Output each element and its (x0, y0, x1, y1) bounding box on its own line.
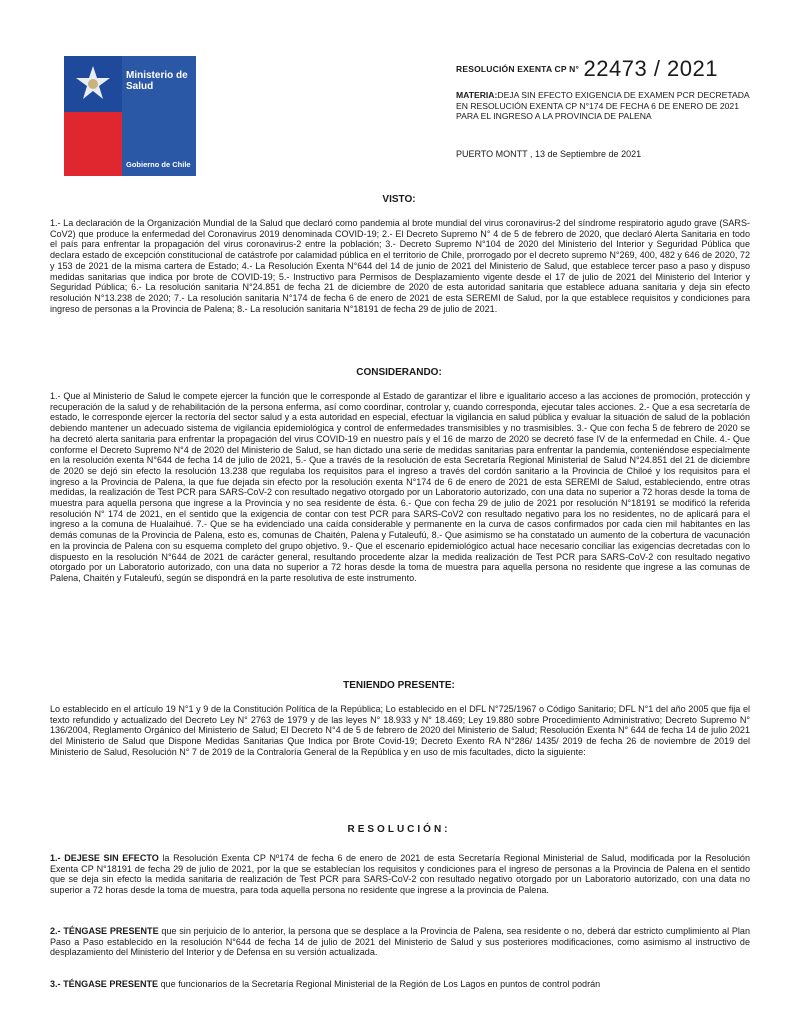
materia-text: DEJA SIN EFECTO EXIGENCIA DE EXAMEN PCR DECRETADA EN RESOLUCIÓN EXENTA CP N°174 DE FECHA 6 DE ENERO DE 2021 PARA EL INGRESO A LA PROVINCIA DE PALENA (456, 90, 750, 121)
considerando-text: 1.- Que al Ministerio de Salud le compete ejercer la función que le corresponde al Estado de garantizar el libre e igualitario acceso a las acciones de promoción, protección y recuperación de la salud y de rehabilitación de la persona enferma, así como coordinar, controlar y, cuando corresponda, ejecutar tales acciones. 2.- Que a esa secretaría de estado, le corresponde ejercer la rectoría del sector salud y a esta autoridad en especial, efectuar la vigilancia en salud pública y evaluar la situación de salud de la población debiendo mantener un adecuado sistema de vigilancia epidemiológica y control de enfermedades transmisibles y no trasmisibles. 3.- Que con fecha 5 de febrero de 2020 se ha decretó alerta sanitaria para enfrentar la propagación del virus COVID-19 en nuestro país y el 16 de marzo de 2020 se decretó fase IV de la enfermedad en Chile. 4.- Que conforme el Decreto Supremo N°4 de 2020 del Ministerio de Salud, se han dictado una serie de medidas sanitarias para enfrentar la pandemia, conteniéndose especialmente en la resolución exenta N°644 de fecha 14 de julio de 2021, 5.- Que a través de la resolución de esta Secretaría Regional Ministerial de Salud N°24.851 del 21 de diciembre de 2020 se dejó sin efecto la resolución 13.238 que regulaba los requisitos para el ingreso a través del cordón sanitario a la Provincia de Chiloé y los requisitos para el ingreso a la Provincia de Palena, la que fue dejada sin efecto por la resolución exenta N°174 de 6 de enero de 2021 de esta SEREMI de Salud, estableciendo, entre otras medidas, la realización de Test PCR para SARS-CoV-2 con resultado negativo otorgado por un Laboratorio autorizado, con una data no superior a 72 horas desde la toma de muestra para aquella persona que ingrese a la Provincia y no sea residente de ésta. 6.- Que con fecha 29 de julio de 2021 por resolución N°18191 se modificó la referida resolución N° 174 de 2021, en el sentido que la exigencia de contar con test PCR para SARS-CoV2 con resultado negativo para los no residentes, no de aplicará para el ingreso a la comuna de Hualaihué. 7.- Que se ha evidenciado una caída considerable y permanente en la curva de casos confirmados por cada cien mil habitantes en las demás comunas de la Provincia de Palena, esto es, comunas de Chaitén, Palena y Futaleufú, 8.- Que asimismo se ha constatado un aumento de la cobertura de vacunación en la provincia de Palena con su esquema completo del grupo objetivo. 9.- Que el escenario epidemiológico actual hace necesario conciliar las exigencias decretadas con lo dispuesto en la resolución N°644 de 2021 de carácter general, resultando procedente alzar la medida realización de Test PCR para SARS-CoV-2 con resultado negativo otorgado por un Laboratorio autorizado, con una data no superior a 72 horas desde la toma de muestra para aquella persona no residente que ingrese a las comunas de Palena, Chaitén y Futaleufú, según se dispondrá en la parte resolutiva de este instrumento. (50, 391, 750, 583)
resolucion-item-1-lead: 1.- DEJESE SIN EFECTO (50, 853, 159, 863)
materia-label: MATERIA: (456, 90, 498, 100)
resolution-header (456, 56, 718, 82)
materia-block (456, 90, 756, 122)
resolution-label: RESOLUCIÓN EXENTA CP N° (456, 64, 580, 74)
visto-text: 1.- La declaración de la Organización Mundial de la Salud que declaró como pandemia al brote mundial del virus coronavirus-2 del síndrome respiratorio agudo grave (SARS-CoV2) que produce la enfermedad del Coronavirus 2019 denominada COVID-19; 2.- El Decreto Supremo N° 4 de 5 de febrero de 2020, que declaró Alerta Sanitaria en todo el país para enfrentar la propagación del virus coronavirus-2 entre la población; 3.- Decreto Supremo N°104 de 2020 del Ministerio del Interior y Seguridad Pública que declara estado de excepción constitucional de catástrofe por calamidad pública en el territorio de Chile, prorrogado por el decreto supremo N°269, 400, 482 y 646 de 2020, 72 y 153 de 2021 de la misma cartera de Estado; 4.- La Resolución Exenta N°644 del 14 de junio de 2021 del Ministerio de Salud, que establece tercer paso a paso y dispuso medidas sanitarias que indica por brote de COVID-19; 5.- Instructivo para Permisos de Desplazamiento vigente desde el 17 de julio de 2021 del Ministerio del Interior y Seguridad Pública; 6.- La resolución sanitaria N°24.851 de fecha 21 de diciembre de 2020 de esta autoridad sanitaria que establece aduana sanitaria y deja sin efecto resolución N°13.238 de 2020; 7.- La resolución sanitaria N°174 de fecha 6 de enero de 2021 de esta SEREMI de Salud, por la que establece requisitos y condiciones para ingreso de personas a la Provincia de Palena; 8.- La resolución sanitaria N°18191 de fecha 29 de julio de 2021. (50, 218, 750, 314)
teniendo-title: TENIENDO PRESENTE: (343, 680, 455, 691)
resolucion-item-3 (50, 979, 750, 990)
resolucion-item-2 (50, 926, 750, 958)
logo-ministry-line1: Ministerio de (126, 70, 188, 81)
resolucion-item-1-text: la Resolución Exenta CP Nº174 de fecha 6 de enero de 2021 de esta Secretaría Regional Ministerial de Salud, modificada por la Resolución Exenta CP N°18191 de fecha 29 de julio de 2021, por la que se establecían los requisitos y condiciones para el ingreso de personas a la Provincia de Palena en el sentido que se deja sin efecto la medida sanitaria de realización de Test PCR para SARS-CoV-2 con resultado negativo otorgado por un Laboratorio autorizado, con una data no superior a 72 horas desde la toma de muestra, para toda aquella persona no residente que ingrese a la provincia de Palena. (50, 853, 750, 896)
resolucion-item-1 (50, 853, 750, 896)
logo-ministry-text (126, 70, 188, 92)
resolucion-title: RESOLUCIÓN: (347, 824, 451, 835)
visto-title: VISTO: (382, 194, 416, 205)
teniendo-text: Lo establecido en el artículo 19 N°1 y 9 de la Constitución Política de la República; Lo establecido en el DFL N°725/1967 o Código Sanitario; DFL N°1 del año 2005 que fija el texto refundido y actualizado del Decreto Ley N° 2763 de 1979 y de las leyes N° 18.933 y N° 18.469; Ley 19.880 sobre Procedimiento Administrativo; Decreto Supremo N° 136/2004, Reglamento Orgánico del Ministerio de Salud; El Decreto N°4 de 5 de febrero de 2020 del Ministerio de Salud; Resolución Exenta N° 644 de fecha 14 de julio 2021 del Ministerio de Salud que Dispone Medidas Sanitarias Que Indica por Brote Covid-19; Decreto Exento RA N°286/ 1435/ 2019 de fecha 26 de noviembre de 2019 del Ministerio de Salud, Resolución N° 7 de 2019 de la Contraloría General de la República y en uso de mis facultades, dicto la siguiente: (50, 704, 750, 757)
considerando-title: CONSIDERANDO: (356, 367, 442, 378)
logo-ministry-line2: Salud (126, 81, 154, 92)
coat-of-arms-icon (64, 56, 122, 112)
logo-government-text: Gobierno de Chile (126, 160, 191, 169)
place-date: PUERTO MONTT , 13 de Septiembre de 2021 (456, 149, 642, 159)
resolution-number: 22473 / 2021 (583, 56, 718, 81)
resolucion-item-2-lead: 2.- TÉNGASE PRESENTE (50, 926, 159, 936)
resolucion-item-3-text: que funcionarios de la Secretaría Regional Ministerial de la Región de Los Lagos en puntos de control podrán (158, 979, 601, 989)
resolucion-item-2-text: que sin perjuicio de lo anterior, la persona que se desplace a la Provincia de Palena, sea residente o no, deberá dar estricto cumplimiento al Plan Paso a Paso establecido en la resolución N°644 de fecha 14 de julio de 2021 del Ministerio de Salud y sus posteriores modificaciones, como asimismo al instructivo de desplazamiento del Ministerio del Interior y de Defensa en su versión actualizada. (50, 926, 750, 958)
ministry-logo (64, 56, 196, 176)
logo-red-block (64, 112, 122, 176)
resolucion-item-3-lead: 3.- TÉNGASE PRESENTE (50, 979, 159, 989)
